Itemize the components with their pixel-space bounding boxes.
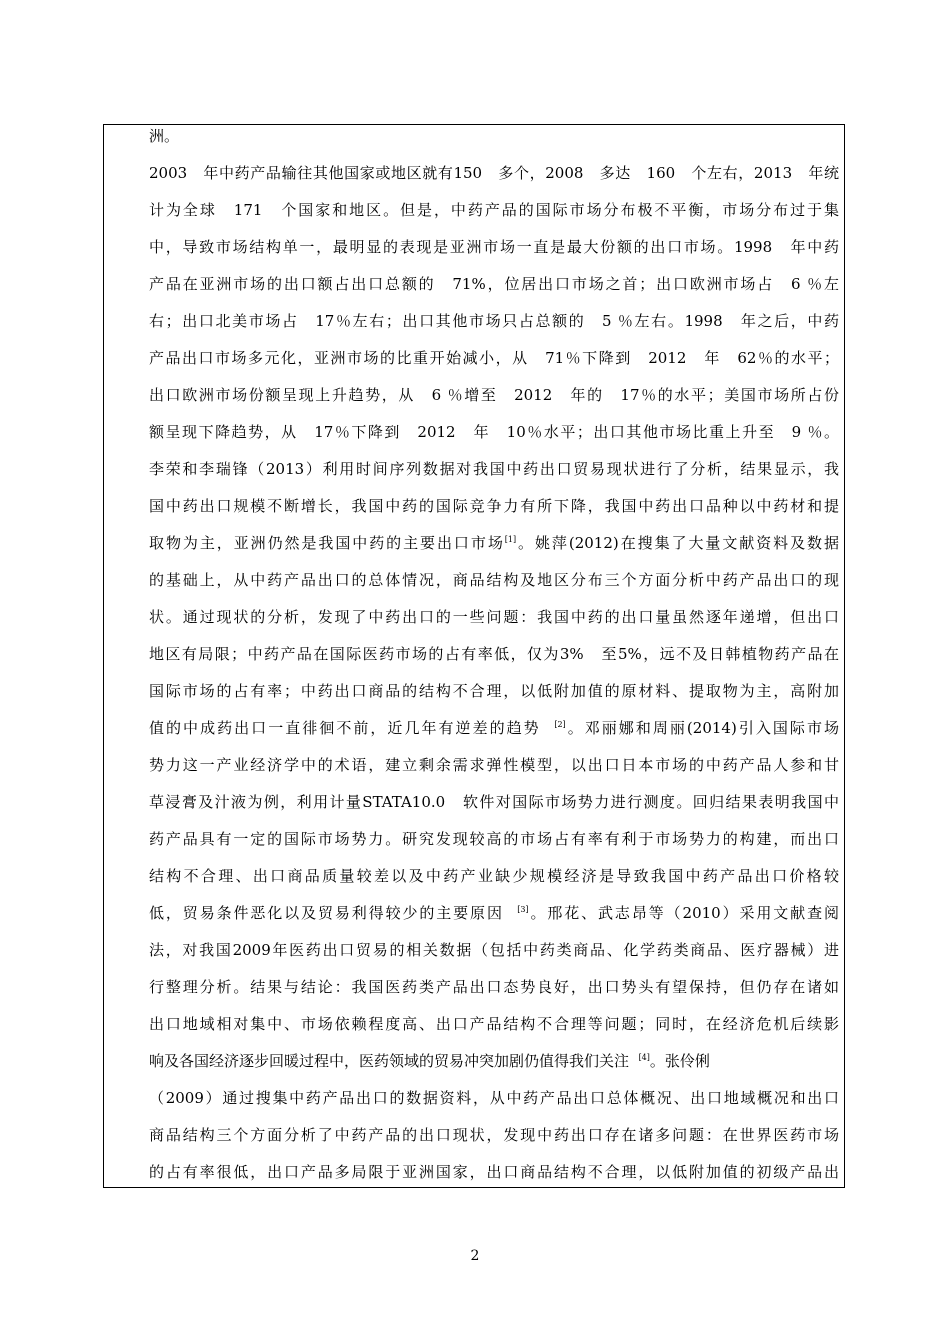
text-line: 行整理分析。结果与结论：我国医药类产品出口态势良好，出口势头有望保持，但仍存在诸如: [149, 978, 839, 996]
text-line: 右；出口北美市场占 17％左右；出口其他市场只占总额的 5 ％左右。1998 年之后，中药: [149, 312, 839, 330]
text-line: 出口地域相对集中、市场依赖程度高、出口产品结构不合理等问题；同时，在经济危机后续影: [149, 1015, 839, 1033]
text-line: [149, 718, 839, 738]
text-line: 药产品具有一定的国际市场势力。研究发现较高的市场占有率有利于市场势力的构建，而出口: [149, 830, 839, 848]
text-segment: 。邓丽娜和周丽(2014)引入国际市场: [565, 719, 839, 737]
text-line: 地区有局限；中药产品在国际医药市场的占有率低，仅为3% 至5%，远不及日韩植物药产品在: [149, 645, 839, 663]
citation-ref: [2]: [554, 720, 566, 729]
text-segment: 值的中成药出口一直徘徊不前，近几年有逆差的趋势: [149, 719, 541, 737]
text-line: 国中药出口规模不断增长，我国中药的国际竞争力有所下降，我国中药出口品种以中药材和提: [149, 497, 839, 515]
text-line: 结构不合理、出口商品质量较差以及中药产业缺少规模经济是导致我国中药产品出口价格较: [149, 867, 839, 885]
text-line: 势力这一产业经济学中的术语，建立剩余需求弹性模型，以出口日本市场的中药产品人参和甘: [149, 756, 839, 774]
text-line: [149, 1051, 839, 1071]
text-line: 商品结构三个方面分析了中药产品的出口现状，发现中药出口存在诸多问题：在世界医药市场: [149, 1126, 839, 1144]
citation-ref: [3]: [517, 905, 529, 914]
text-line: 洲。: [149, 127, 180, 145]
text-line: 状。通过现状的分析，发现了中药出口的一些问题：我国中药的出口量虽然逐年递增，但出口: [149, 608, 839, 626]
text-line: 中，导致市场结构单一，最明显的表现是亚洲市场一直是最大份额的出口市场。1998 年中药: [149, 238, 839, 256]
text-segment: 。邢花、武志昂等（2010）采用文献查阅: [528, 904, 839, 922]
text-line: 的占有率很低，出口产品多局限于亚洲国家，出口商品结构不合理，以低附加值的初级产品出: [149, 1163, 839, 1181]
citation-ref: [4]: [638, 1053, 650, 1062]
text-line: [149, 903, 839, 923]
page-number: 2: [470, 1248, 480, 1264]
text-line: 国际市场的占有率；中药出口商品的结构不合理，以低附加值的原材料、提取物为主，高附加: [149, 682, 839, 700]
text-line: 计为全球 171 个国家和地区。但是，中药产品的国际市场分布极不平衡，市场分布过于集: [149, 201, 839, 219]
text-segment: 取物为主，亚洲仍然是我国中药的主要出口市场: [149, 534, 505, 552]
text-line: 产品在亚洲市场的出口额占出口总额的 71%，位居出口市场之首；出口欧洲市场占 6 ％左: [149, 275, 839, 293]
text-line: 出口欧洲市场份额呈现上升趋势，从 6 ％增至 2012 年的 17％的水平；美国市场所占份: [149, 386, 839, 404]
text-line: 草浸膏及汁液为例，利用计量STATA10.0 软件对国际市场势力进行测度。回归结果表明我国中: [149, 793, 839, 811]
text-line: 李荣和李瑞锋（2013）利用时间序列数据对我国中药出口贸易现状进行了分析，结果显示，我: [149, 460, 839, 478]
text-segment: 低，贸易条件恶化以及贸易利得较少的主要原因: [149, 904, 504, 922]
citation-ref: [1]: [504, 535, 517, 544]
text-line: [149, 533, 839, 553]
text-line: 法，对我国2009年医药出口贸易的相关数据（包括中药类商品、化学药类商品、医疗器械）进: [149, 941, 839, 959]
text-segment: 。张伶俐: [649, 1052, 710, 1070]
text-line: （2009）通过搜集中药产品出口的数据资料，从中药产品出口总体概况、出口地域概况和出口: [149, 1089, 839, 1107]
text-line: 额呈现下降趋势，从 17％下降到 2012 年 10％水平；出口其他市场比重上升至 9 ％。: [149, 423, 839, 441]
text-line: 的基础上，从中药产品出口的总体情况，商品结构及地区分布三个方面分析中药产品出口的现: [149, 571, 839, 589]
text-line: 产品出口市场多元化，亚洲市场的比重开始减小，从 71％下降到 2012 年 62％的水平；: [149, 349, 839, 367]
text-segment: 。姚萍(2012)在搜集了大量文献资料及数据: [516, 534, 839, 552]
text-line: 2003 年中药产品输往其他国家或地区就有150 多个，2008 多达 160 个左右，2013 年统: [149, 164, 839, 182]
text-segment: 响及各国经济逐步回暖过程中，医药领域的贸易冲突加剧仍值得我们关注: [149, 1052, 630, 1070]
